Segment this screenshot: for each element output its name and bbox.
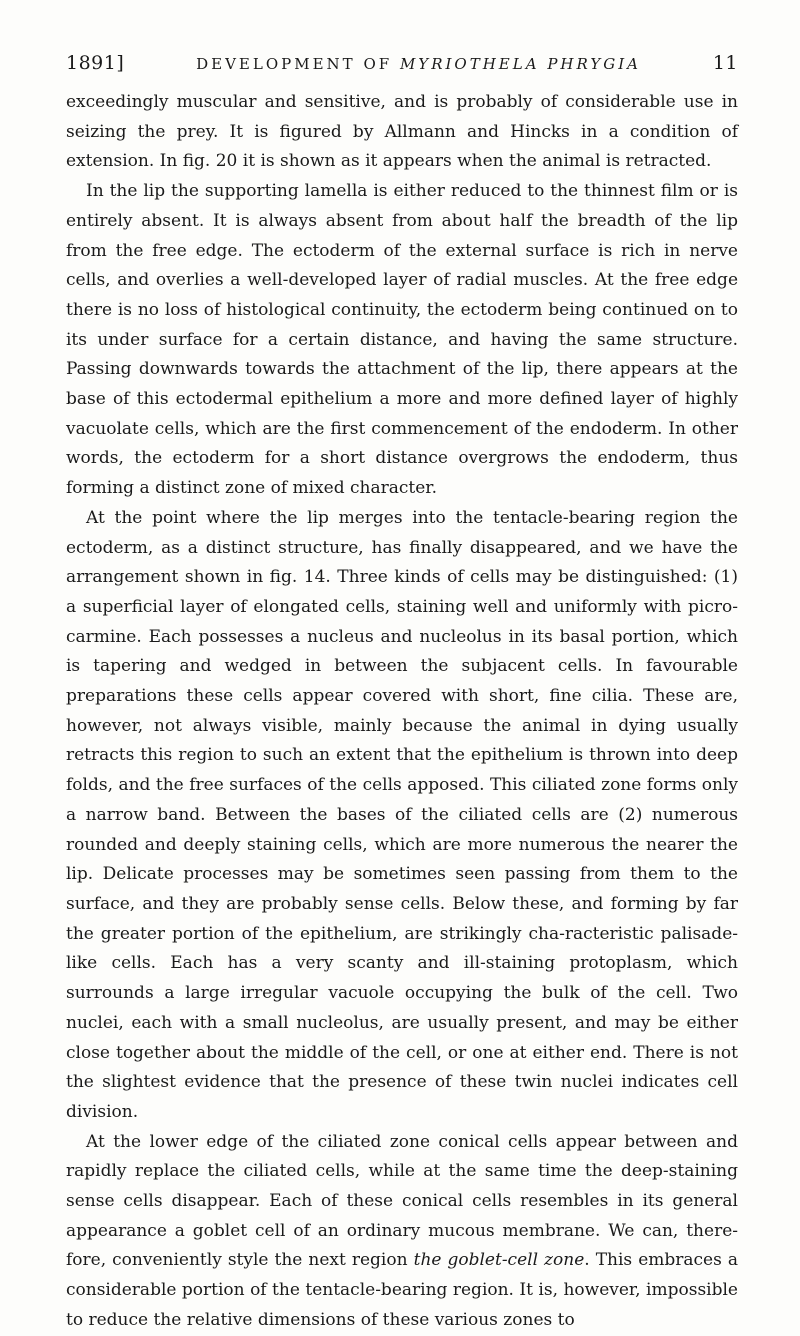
- paragraph-4: [66, 1128, 738, 1336]
- paragraph-1: exceedingly muscular and sensitive, and is probably of considerable use in seizing the prey. It is figured by Allmann and Hincks in a condition of extension. In fig. 20 it is shown as it appears when the animal is retracted.: [66, 92, 738, 172]
- paragraph-2: In the lip the supporting lamella is either reduced to the thinnest film or is entirely absent. It is always absent from about half the breadth of the lip from the free edge. The ectoderm of the external surface is rich in nerve cells, and overlies a well-developed layer of radial muscles. At the free edge there is no loss of histological continuity, the ectoderm being continued on to its under surface for a certain distance, and having the same structure. Passing downwards towards the attachment of the lip, there appears at the base of this ectodermal epithelium a more and more defined layer of highly vacuolate cells, which are the first commencement of the endoderm. In other words, the ectoderm for a short distance overgrows the endoderm, thus forming a distinct zone of mixed character.: [66, 181, 738, 499]
- running-head: [66, 52, 738, 82]
- header-title-species: MYRIOTHELA PHRYGIA: [399, 55, 641, 73]
- paragraph-4-text-b: . This embraces a considerable portion of the tentacle-bearing region. It is, however, impossible to reduce the relative dimensions of these various zones to: [66, 1250, 738, 1330]
- header-title: [196, 55, 641, 73]
- header-year: 1891]: [66, 52, 125, 74]
- paragraph-4-emphasis: the goblet-cell zone: [413, 1250, 585, 1271]
- paragraph-3: At the point where the lip merges into the tentacle-bearing region the ectoderm, as a distinct structure, has finally disappeared, and we have the arrangement shown in fig. 14. Three kinds of cells may be distinguished: (1) a superficial layer of elongated cells, staining well and uniformly with picro-carmine. Each possesses a nucleus and nucleolus in its basal portion, which is tapering and wedged in between the subjacent cells. In favourable preparations these cells appear covered with short, fine cilia. These are, however, not always visible, mainly because the animal in dying usually retracts this region to such an extent that the epithelium is thrown into deep folds, and the free surfaces of the cells apposed. This ciliated zone forms only a narrow band. Between the bases of the ciliated cells are (2) numerous rounded and deeply staining cells, which are more numerous the nearer the lip. Delicate processes may be sometimes seen passing from them to the surface, and they are probably sense cells. Below these, and forming by far the greater portion of the epithelium, are strikingly cha-racteristic palisade-like cells. Each has a very scanty and ill-staining protoplasm, which surrounds a large irregular vacuole occupying the bulk of the cell. Two nuclei, each with a small nucleolus, are usually present, and may be either close together about the middle of the cell, or one at either end. There is not the slightest evidence that the presence of these twin nuclei indicates cell division.: [66, 507, 738, 1122]
- header-title-prefix: DEVELOPMENT OF: [196, 55, 393, 73]
- body-text: [66, 88, 738, 1336]
- page-number: 11: [712, 52, 738, 74]
- paragraph-4-text-a: At the lower edge of the ciliated zone conical cells appear between and rapidly replace the ciliated cells, while at the same time the deep-staining sense cells disappear. Each of these conical cells resembles in its general appearance a goblet cell of an ordinary mucous membrane. We can, there-fore, conveniently style the next region: [66, 1131, 738, 1271]
